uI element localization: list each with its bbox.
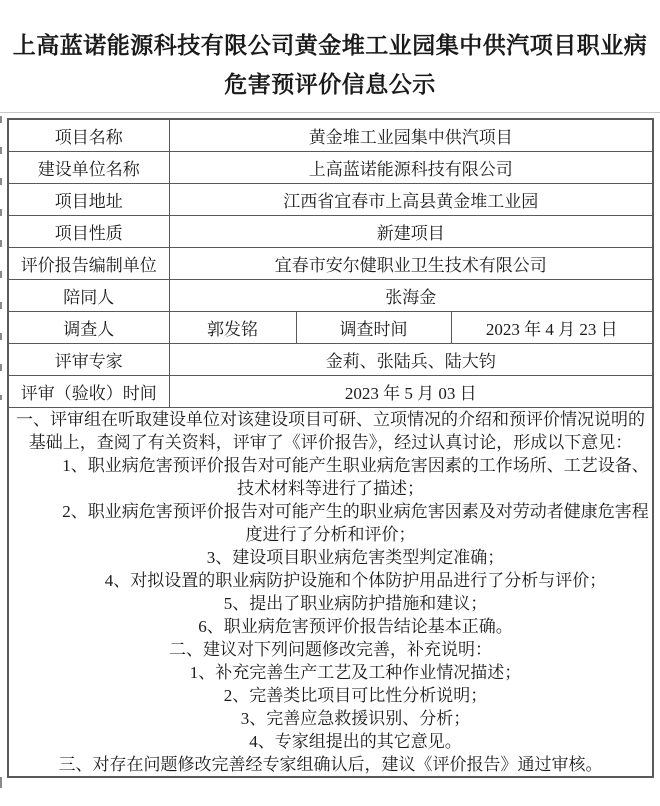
opinion-line: 2、职业病危害预评价报告对可能产生的职业病危害因素及对劳动者健康危害程 <box>62 502 649 521</box>
opinion-line: 三、对存在问题修改完善经专家组确认后，建议《评价报告》通过审核。 <box>58 755 603 774</box>
row-value: 宜春市安尔健职业卫生技术有限公司 <box>169 248 653 280</box>
table-row-review-experts <box>8 344 653 376</box>
opinion-line: 4、对拟设置的职业病防护设施和个体防护用品进行了分析与评价； <box>104 571 607 590</box>
table-row-project-address <box>8 184 653 216</box>
row-label: 项目名称 <box>8 119 169 152</box>
row-label: 评审（验收）时间 <box>8 376 169 408</box>
row-label: 建设单位名称 <box>8 152 169 184</box>
page-title-line2: 危害预评价信息公示 <box>224 72 436 97</box>
opinions-block <box>8 408 653 778</box>
opinion-line: 基础上，查阅了有关资料，评审了《评价报告》，经过认真讨论，形成以下意见： <box>28 433 633 452</box>
opinion-line: 6、职业病危害预评价报告结论基本正确。 <box>198 617 513 636</box>
title-separator-line <box>0 112 660 113</box>
page-title <box>0 26 660 104</box>
opinion-line: 3、完善应急救援识别、分析； <box>240 709 471 728</box>
row-value2: 2023 年 4 月 23 日 <box>451 312 653 344</box>
table-row-investigator <box>8 312 653 344</box>
row-value: 2023 年 5 月 03 日 <box>169 376 653 408</box>
row-label: 项目性质 <box>8 216 169 248</box>
row-label: 陪同人 <box>8 280 169 312</box>
row-value: 新建项目 <box>169 216 653 248</box>
opinion-line: 技术材料等进行了描述； <box>237 479 424 498</box>
opinion-line: 度进行了分析和评价； <box>245 525 416 544</box>
row-label: 项目地址 <box>8 184 169 216</box>
table-row-project-name <box>8 119 653 152</box>
left-edge-scan-artifact-bottom <box>0 777 2 788</box>
opinion-line: 3、建设项目职业病危害类型判定准确； <box>206 548 505 567</box>
table-row-report-compiler <box>8 248 653 280</box>
row-value: 上高蓝诺能源科技有限公司 <box>169 152 653 184</box>
row-value: 金莉、张陆兵、陆大钧 <box>169 344 653 376</box>
opinion-line: 5、提出了职业病防护措施和建议； <box>223 594 488 613</box>
opinion-line: 2、完善类比项目可比性分析说明； <box>223 686 488 705</box>
table-row-project-nature <box>8 216 653 248</box>
row-value: 张海金 <box>169 280 653 312</box>
row-value: 江西省宜春市上高县黄金堆工业园 <box>169 184 653 216</box>
row-label2: 调查时间 <box>296 312 451 344</box>
opinion-line: 二、建议对下列问题修改完善，补充说明： <box>169 640 492 659</box>
opinion-line: 一、评审组在听取建设单位对该建设项目可研、立项情况的介绍和预评价情况说明的 <box>16 410 645 429</box>
opinion-line: 4、专家组提出的其它意见。 <box>249 732 462 751</box>
page-title-line1: 上高蓝诺能源科技有限公司黄金堆工业园集中供汽项目职业病 <box>12 33 648 58</box>
info-table <box>7 118 654 778</box>
row-value: 黄金堆工业园集中供汽项目 <box>169 119 653 152</box>
left-edge-scan-artifact <box>0 116 2 400</box>
row-label: 调查人 <box>8 312 169 344</box>
table-row-review-time <box>8 376 653 408</box>
table-row-construction-unit <box>8 152 653 184</box>
opinion-line: 1、职业病危害预评价报告对可能产生职业病危害因素的工作场所、工艺设备、 <box>62 456 649 475</box>
opinion-line: 1、补充完善生产工艺及工种作业情况描述； <box>189 663 522 682</box>
row-value: 郭发铭 <box>169 312 296 344</box>
table-row-opinions <box>8 408 653 778</box>
table-row-accompanying-person <box>8 280 653 312</box>
row-label: 评审专家 <box>8 344 169 376</box>
row-label: 评价报告编制单位 <box>8 248 169 280</box>
